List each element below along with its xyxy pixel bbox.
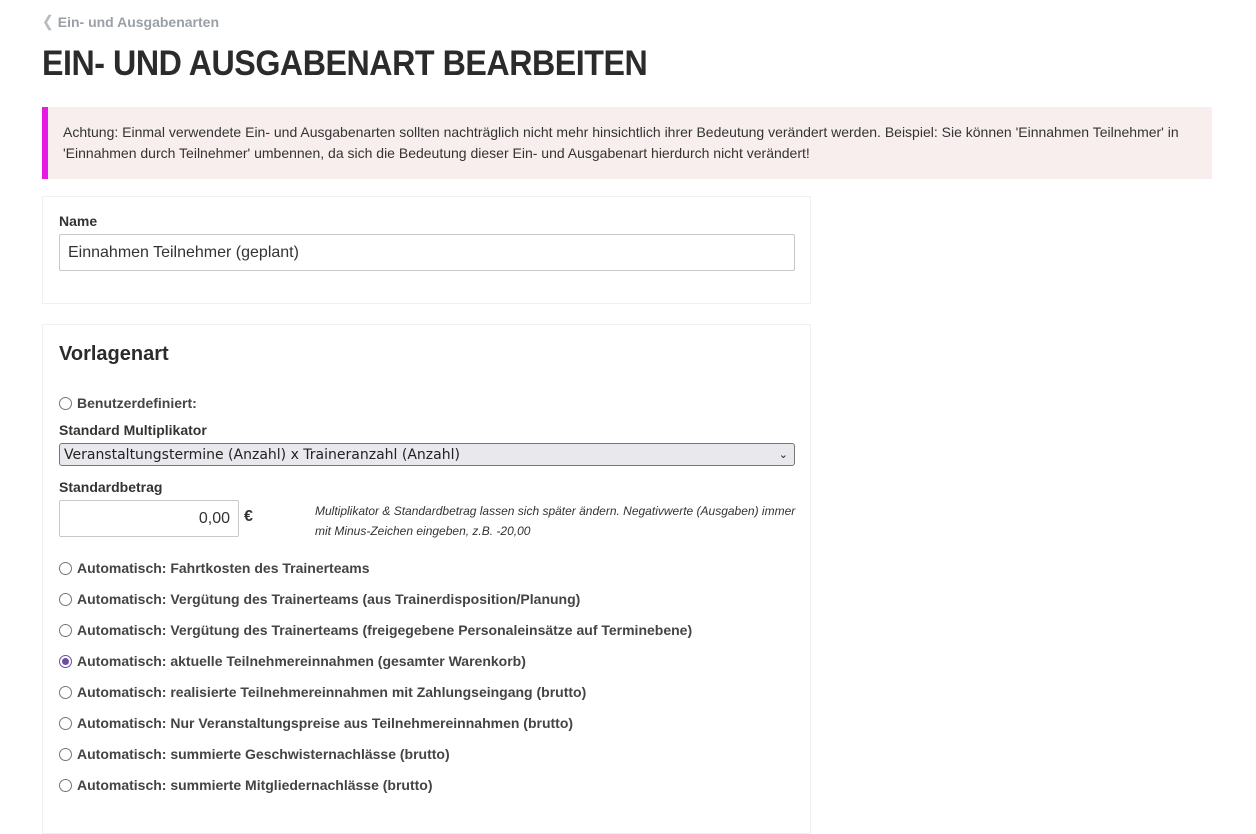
hint-text: Multiplikator & Standardbetrag lassen sich später ändern. Negativwerte (Ausgaben) immer mit Minus-Zeichen eingeben, z.B. -20,00 bbox=[315, 504, 796, 538]
radio-button[interactable] bbox=[59, 748, 72, 761]
radio-label: Automatisch: summierte Geschwisternachlässe (brutto) bbox=[77, 746, 450, 762]
radio-option-0[interactable] bbox=[59, 560, 370, 576]
vorlagenart-card bbox=[42, 324, 811, 834]
radio-option-4[interactable] bbox=[59, 684, 586, 700]
radio-option-7[interactable] bbox=[59, 777, 433, 793]
name-label: Name bbox=[59, 213, 98, 229]
radio-option-1[interactable] bbox=[59, 591, 580, 607]
name-input[interactable] bbox=[59, 234, 795, 271]
amount-input[interactable] bbox=[59, 500, 239, 537]
page-title: EIN- UND AUSGABENART BEARBEITEN bbox=[42, 44, 648, 83]
alert-text: Achtung: Einmal verwendete Ein- und Ausgabenarten sollten nachträglich nicht mehr hinsichtlich ihrer Bedeutung verändert werden. Beispiel: Sie können 'Einnahmen Teilnehmer' in 'Einnahmen durch Teilnehmer' umbennen, da sich die Bedeutung dieser Ein- und Ausgabenart hierdurch nicht verändert! bbox=[63, 124, 1179, 161]
radio-button[interactable] bbox=[59, 686, 72, 699]
radio-label: Benutzerdefiniert: bbox=[77, 395, 197, 411]
radio-option-5[interactable] bbox=[59, 715, 573, 731]
amount-label: Standardbetrag bbox=[59, 479, 163, 495]
multiplier-selected-value: Veranstaltungstermine (Anzahl) x Traineranzahl (Anzahl) bbox=[64, 446, 460, 463]
radio-button[interactable] bbox=[59, 717, 72, 730]
breadcrumb-back-link[interactable] bbox=[42, 13, 219, 30]
radio-option-6[interactable] bbox=[59, 746, 450, 762]
radio-label: Automatisch: Vergütung des Trainerteams (aus Trainerdisposition/Planung) bbox=[77, 591, 581, 607]
radio-label: Automatisch: summierte Mitgliedernachlässe (brutto) bbox=[77, 777, 433, 793]
breadcrumb-label: Ein- und Ausgabenarten bbox=[57, 13, 220, 30]
radio-button[interactable] bbox=[59, 655, 72, 668]
radio-option-2[interactable] bbox=[59, 622, 692, 638]
radio-button[interactable] bbox=[59, 562, 72, 575]
currency-symbol: € bbox=[244, 508, 253, 525]
radio-label: Automatisch: aktuelle Teilnehmereinnahmen (gesamter Warenkorb) bbox=[77, 653, 526, 669]
warning-alert bbox=[42, 107, 1212, 179]
chevron-down-icon: ⌄ bbox=[778, 448, 788, 461]
radio-label: Automatisch: Nur Veranstaltungspreise aus Teilnehmereinnahmen (brutto) bbox=[77, 715, 574, 731]
multiplier-select[interactable] bbox=[59, 443, 795, 466]
radio-option-3[interactable] bbox=[59, 653, 526, 669]
radio-button[interactable] bbox=[59, 593, 72, 606]
radio-button[interactable] bbox=[59, 397, 72, 410]
radio-button[interactable] bbox=[59, 624, 72, 637]
radio-benutzerdefiniert[interactable] bbox=[59, 395, 197, 411]
radio-label: Automatisch: Fahrtkosten des Trainerteams bbox=[77, 560, 370, 576]
radio-button[interactable] bbox=[59, 779, 72, 792]
name-card bbox=[42, 196, 811, 304]
radio-label: Automatisch: realisierte Teilnehmereinnahmen mit Zahlungseingang (brutto) bbox=[77, 684, 587, 700]
chevron-left-icon: ❮ bbox=[42, 12, 54, 30]
multiplier-label: Standard Multiplikator bbox=[59, 422, 207, 438]
section-title: Vorlagenart bbox=[59, 343, 169, 365]
radio-label: Automatisch: Vergütung des Trainerteams (freigegebene Personaleinsätze auf Terminebene) bbox=[77, 622, 693, 638]
